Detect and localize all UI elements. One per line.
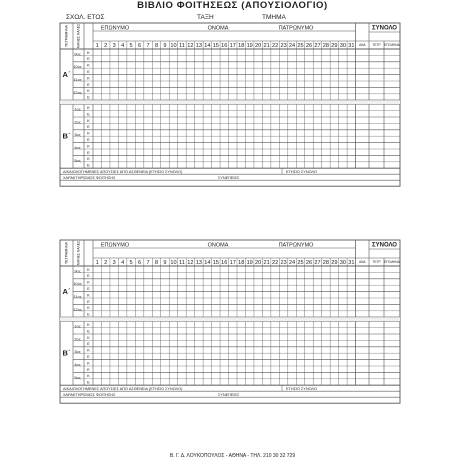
day-number: 26 — [305, 43, 313, 49]
semester-column-label: ΤΕΤΡΑΜΗΝΑ — [64, 25, 69, 47]
day-number: 9 — [163, 260, 167, 266]
surname-label: ΕΠΩΝΥΜΟ — [100, 25, 130, 32]
surname-label: ΕΠΩΝΥΜΟ — [100, 242, 130, 249]
row-letter: Κ — [87, 334, 90, 340]
day-number: 21 — [263, 43, 270, 49]
day-number: 12 — [187, 43, 194, 49]
row-letter: Ε — [87, 124, 90, 130]
day-number: 22 — [271, 43, 279, 49]
row-letter: Κ — [87, 292, 90, 298]
class-label: ΤΑΞΗ — [197, 14, 214, 21]
day-number: 7 — [146, 260, 150, 266]
day-number: 8 — [154, 43, 159, 49]
total-label: ΣΥΝΟΛΟ — [372, 242, 397, 249]
row-letter: Κ — [87, 305, 90, 311]
month-label: 11ος — [73, 77, 82, 82]
row-letter: Ε — [87, 286, 90, 291]
month-label: 4ος — [74, 362, 81, 367]
row-letter: Κ — [87, 117, 90, 123]
day-number: 25 — [297, 43, 304, 49]
day-number: 15 — [212, 260, 219, 266]
day-number: 2 — [104, 260, 108, 266]
attendance-conduct-label: ΧΑΡΑΚΤΗΡΙΣΜΟΣ ΦΟΙΤΗΣΗΣ — [63, 175, 116, 180]
day-number: 27 — [314, 43, 321, 49]
month-label: 2ος — [74, 336, 81, 342]
day-number: 1 — [95, 260, 99, 266]
day-number: 26 — [305, 260, 313, 266]
day-number: 19 — [246, 260, 253, 266]
month-label: 3ος — [74, 132, 81, 138]
row-letter: Ε — [87, 111, 90, 117]
row-letter: Ε — [87, 341, 90, 347]
month-label: 2ος — [74, 119, 81, 125]
day-number: 25 — [297, 260, 304, 266]
row-letter: Ε — [87, 69, 90, 74]
row-letter: Ε — [87, 137, 90, 142]
day-number: 21 — [263, 260, 270, 266]
semester-label: Α΄ — [62, 287, 71, 297]
row-letter: Ε — [87, 366, 90, 372]
row-letter: Κ — [87, 322, 90, 327]
row-letter: Ε — [87, 149, 90, 155]
day-number: 30 — [339, 260, 346, 266]
month-label: 9ος — [74, 51, 81, 57]
month-label: 10ος — [73, 64, 82, 70]
day-number: 23 — [280, 260, 287, 266]
day-number: 1 — [95, 43, 99, 49]
row-letter: Κ — [87, 347, 90, 353]
total-subheader: ΑΝΑ — [359, 260, 366, 264]
name-label: ΟΝΟΜΑ — [207, 25, 229, 32]
semester-label: Β΄ — [62, 348, 71, 358]
row-letter: Ε — [87, 81, 90, 87]
month-label: 10ος — [73, 281, 82, 287]
row-letter: Ε — [87, 273, 90, 279]
day-number: 3 — [112, 260, 116, 266]
day-number: 6 — [138, 260, 142, 266]
book-title: ΒΙΒΛΙΟ ΦΟΙΤΗΣΕΩΣ (ΑΠΟΥΣΙΟΛΟΓΙΟ) — [137, 0, 328, 11]
justified-absences-label: ΔΙΚΑΙΟΛΟΓΗΜΕΝΕΣ ΑΠΟΥΣΙΕΣ ΑΠΟ ΑΣΘΕΝΕΙΑ (ΕΤΗΣΙΟ ΣΥΝΟΛΟ) — [63, 386, 183, 391]
row-letter: Ε — [87, 56, 90, 62]
row-letter: Ε — [87, 162, 90, 168]
total-subheader: ΑΝΑ — [359, 43, 366, 47]
month-column-label: ΜΗΝΕΣ ΚΑΛΕΣ — [76, 23, 81, 49]
day-number: 7 — [146, 43, 150, 49]
row-letter: Ε — [87, 311, 90, 317]
day-number: 16 — [221, 260, 228, 266]
day-number: 31 — [348, 260, 355, 266]
publisher-footer: Β. Γ. Δ. ΛΟΥΚΟΠΟΥΛΟΣ - ΑΘΗΝΑ - ΤΗΛ. 210 30 32 729 — [169, 453, 296, 459]
day-number: 5 — [129, 260, 133, 266]
row-letter: Κ — [87, 266, 90, 272]
row-letter: Κ — [87, 75, 90, 81]
month-label: 9ος — [74, 268, 81, 274]
day-number: 5 — [129, 43, 133, 49]
day-number: 16 — [221, 43, 228, 49]
day-number: 6 — [138, 43, 142, 49]
row-letter: Κ — [87, 279, 90, 285]
row-letter: Ε — [87, 328, 90, 334]
semester-label: Α΄ — [62, 70, 71, 80]
total-subheader: ΤΕΤΡ — [372, 260, 381, 264]
day-number: 13 — [195, 260, 202, 266]
row-letter: Ε — [87, 354, 90, 359]
semester-gap — [60, 317, 400, 321]
row-letter: Ε — [87, 94, 90, 100]
month-label: 11ος — [73, 294, 82, 299]
day-number: 14 — [204, 43, 211, 49]
total-label: ΣΥΝΟΛΟ — [372, 25, 397, 32]
day-number: 19 — [246, 43, 253, 49]
row-letter: Ε — [87, 379, 90, 385]
total-subheader: ΕΠΙ ΜΗΝΑ — [384, 260, 400, 264]
row-letter: Κ — [87, 130, 90, 136]
day-number: 4 — [121, 260, 125, 266]
fathers-name-label: ΠΑΤΡΩΝΥΜΟ — [278, 25, 314, 32]
row-letter: Κ — [87, 105, 90, 110]
day-number: 15 — [212, 43, 219, 49]
row-letter: Κ — [87, 49, 90, 55]
month-label: 4ος — [74, 145, 81, 150]
row-letter: Κ — [87, 156, 90, 162]
consequences-label: ΣΥΝΕΠΕΙΕΣ — [218, 392, 240, 397]
section-label: ΤΜΗΜΑ — [262, 14, 286, 21]
yearly-total-label: ΕΤΗΣΙΟ ΣΥΝΟΛΟ — [286, 169, 317, 174]
day-number: 2 — [104, 43, 108, 49]
day-number: 13 — [195, 43, 202, 49]
day-number: 18 — [238, 260, 245, 266]
month-label: 5ος — [74, 374, 81, 380]
day-number: 27 — [314, 260, 321, 266]
row-letter: Κ — [87, 373, 90, 379]
day-number: 17 — [229, 43, 236, 49]
semester-column-label: ΤΕΤΡΑΜΗΝΑ — [64, 242, 69, 264]
day-number: 30 — [339, 43, 346, 49]
row-letter: Κ — [87, 88, 90, 94]
day-number: 24 — [288, 260, 296, 266]
yearly-total-label: ΕΤΗΣΙΟ ΣΥΝΟΛΟ — [286, 386, 317, 391]
day-number: 9 — [163, 43, 167, 49]
school-year-label: ΣΧΟΛ. ΕΤΟΣ — [66, 14, 105, 21]
month-label: 5ος — [74, 157, 81, 163]
justified-absences-label: ΔΙΚΑΙΟΛΟΓΗΜΕΝΕΣ ΑΠΟΥΣΙΕΣ ΑΠΟ ΑΣΘΕΝΕΙΑ (ΕΤΗΣΙΟ ΣΥΝΟΛΟ) — [63, 169, 183, 174]
day-number: 11 — [179, 43, 185, 49]
day-number: 18 — [238, 43, 245, 49]
day-number: 17 — [229, 260, 236, 266]
name-label: ΟΝΟΜΑ — [207, 242, 229, 249]
day-number: 28 — [322, 260, 330, 266]
day-number: 22 — [271, 260, 279, 266]
day-number: 11 — [179, 260, 185, 266]
day-number: 3 — [112, 43, 116, 49]
total-subheader: ΕΠΙ ΜΗΝΑ — [384, 43, 400, 47]
consequences-label: ΣΥΝΕΠΕΙΕΣ — [218, 175, 240, 180]
day-number: 20 — [255, 43, 262, 49]
day-number: 10 — [170, 43, 177, 49]
day-number: 24 — [288, 43, 296, 49]
day-number: 20 — [255, 260, 262, 266]
month-label: 1ος — [74, 323, 81, 329]
row-letter: Κ — [87, 62, 90, 68]
row-letter: Κ — [87, 360, 90, 366]
total-subheader: ΤΕΤΡ — [372, 43, 381, 47]
day-number: 29 — [331, 43, 338, 49]
month-label: 1ος — [74, 106, 81, 112]
semester-label: Β΄ — [62, 131, 71, 141]
day-number: 28 — [322, 43, 330, 49]
row-letter: Ε — [87, 298, 90, 304]
attendance-conduct-label: ΧΑΡΑΚΤΗΡΙΣΜΟΣ ΦΟΙΤΗΣΗΣ — [63, 392, 116, 397]
month-column-label: ΜΗΝΕΣ ΚΑΛΕΣ — [76, 240, 81, 266]
day-number: 12 — [187, 260, 194, 266]
day-number: 29 — [331, 260, 338, 266]
day-number: 14 — [204, 260, 211, 266]
day-number: 23 — [280, 43, 287, 49]
fathers-name-label: ΠΑΤΡΩΝΥΜΟ — [278, 242, 314, 249]
month-label: 12ος — [73, 306, 82, 312]
row-letter: Κ — [87, 143, 90, 149]
month-label: 3ος — [74, 349, 81, 355]
month-label: 12ος — [73, 89, 82, 95]
day-number: 31 — [348, 43, 355, 49]
day-number: 10 — [170, 260, 177, 266]
day-number: 4 — [121, 43, 125, 49]
day-number: 8 — [154, 260, 159, 266]
